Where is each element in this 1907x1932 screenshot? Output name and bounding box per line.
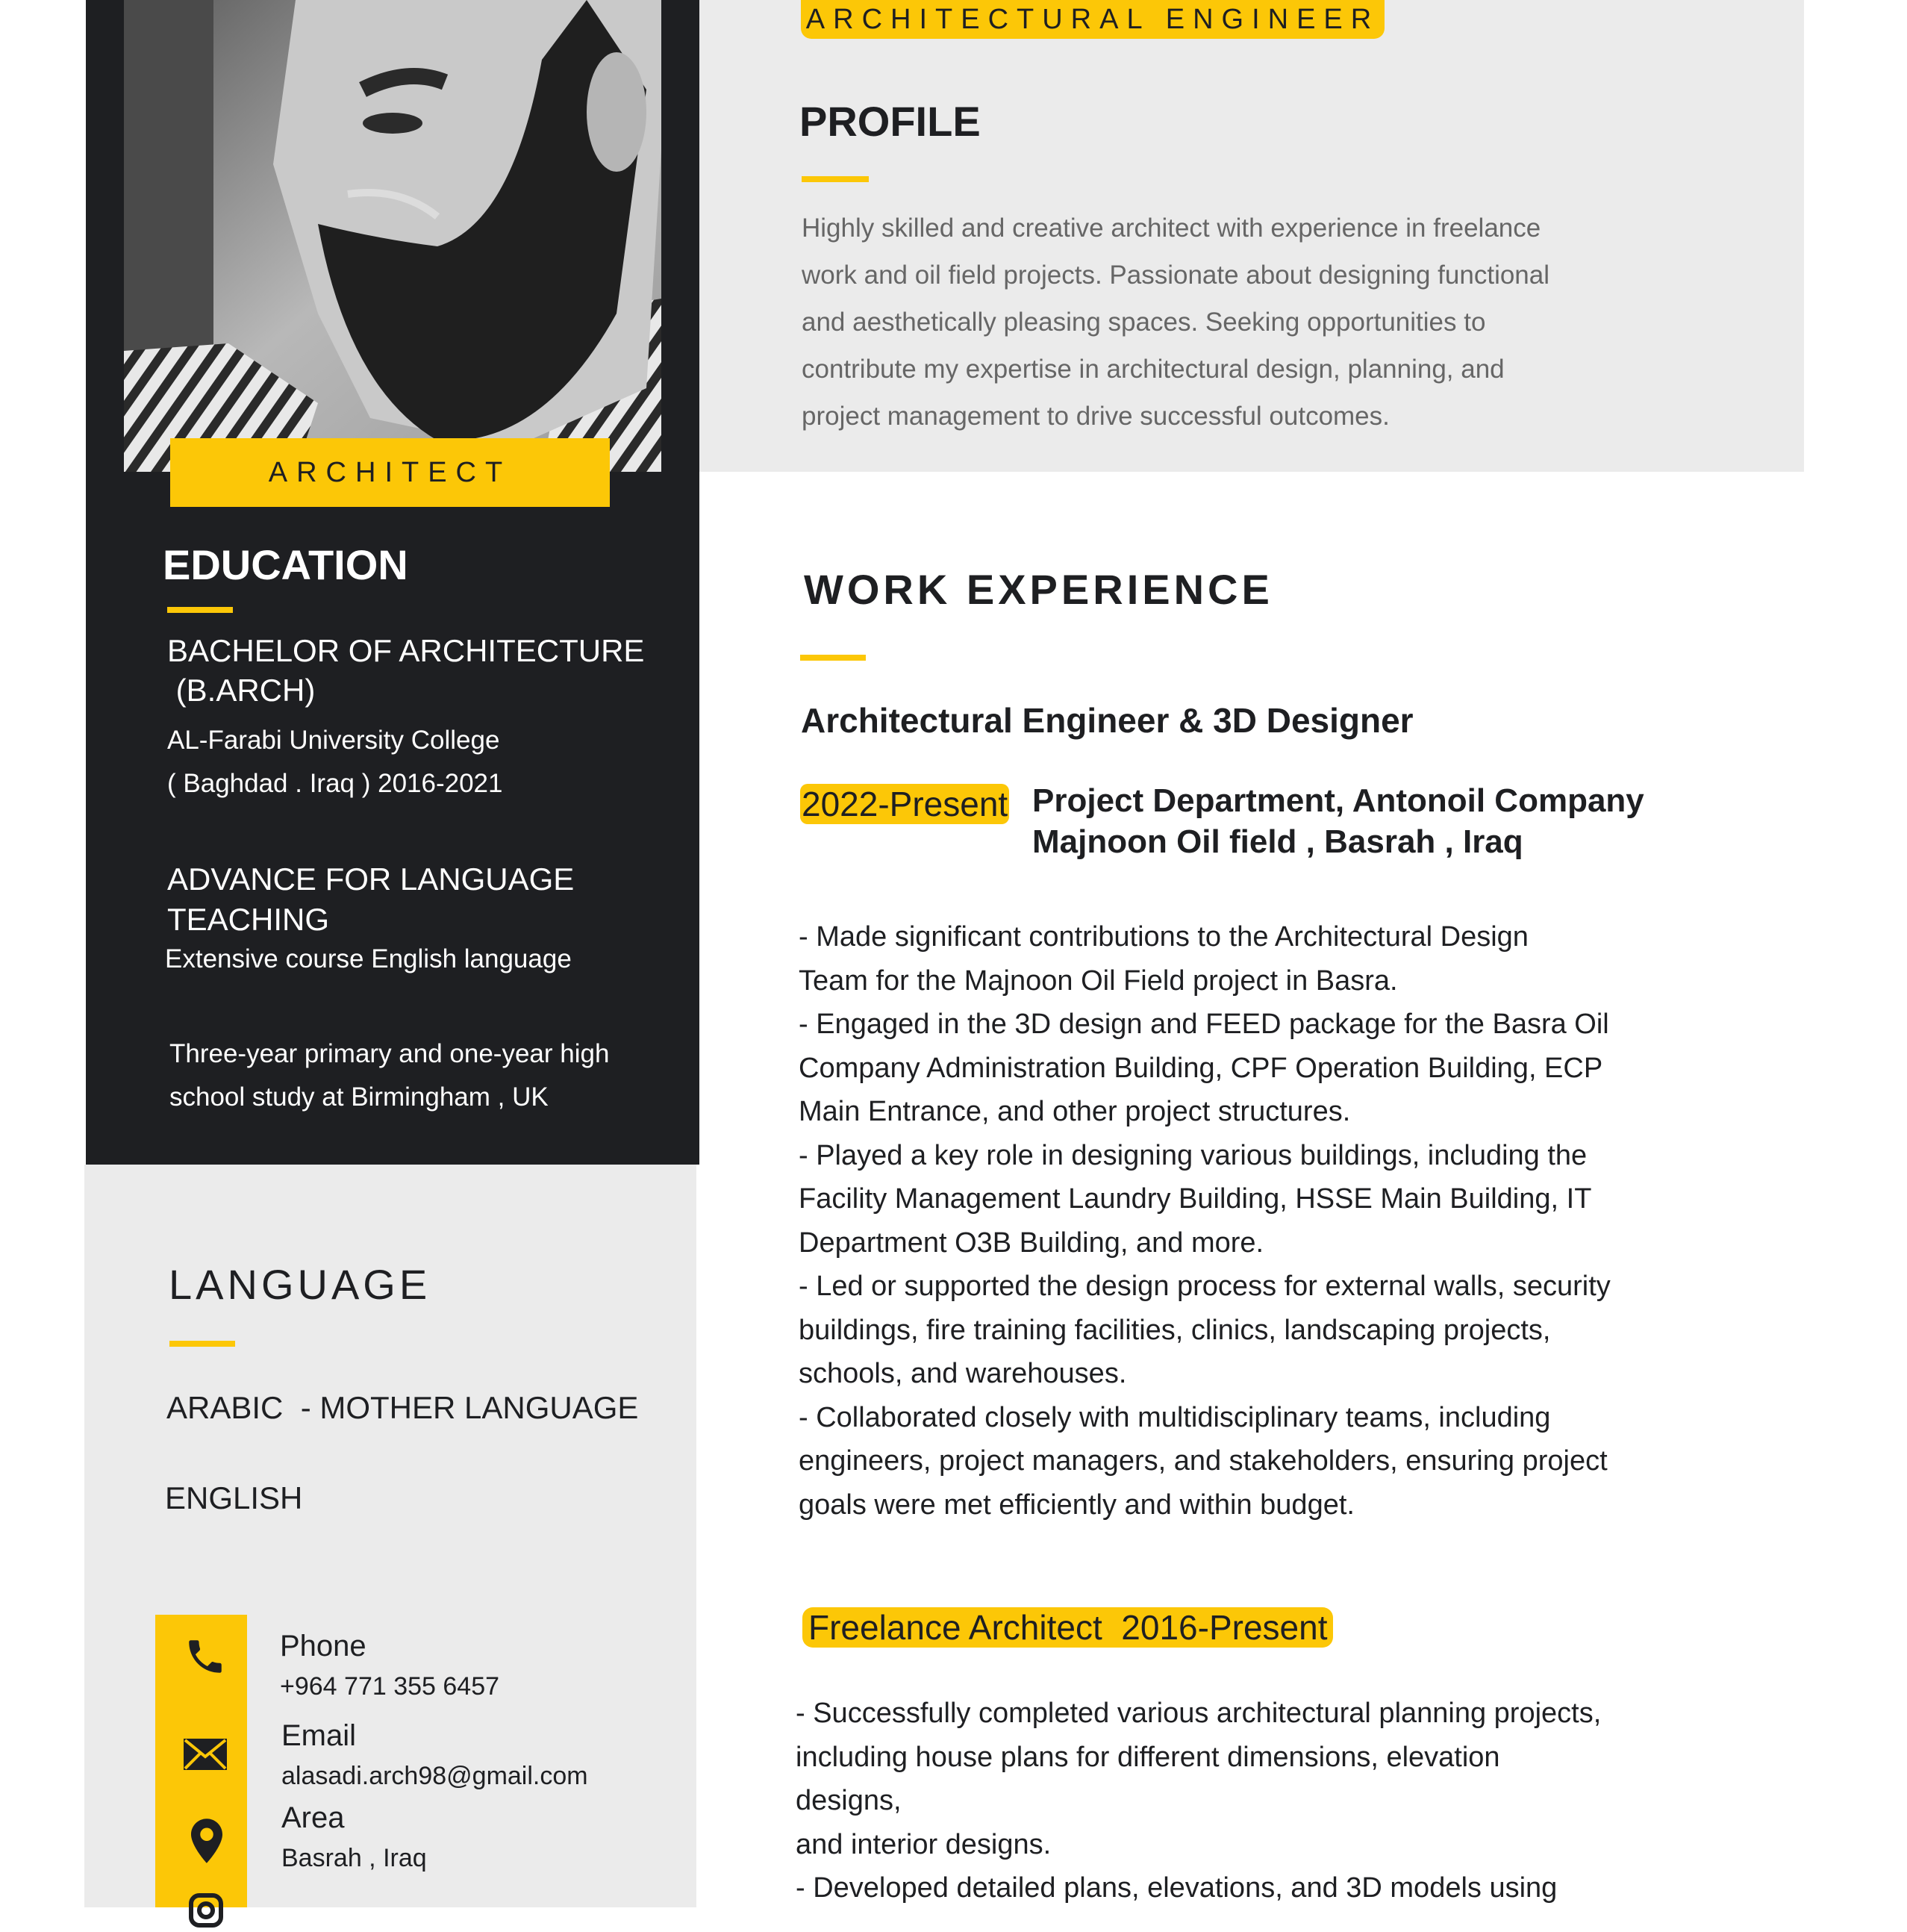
degree-title-line2: (B.ARCH) — [167, 673, 316, 708]
job1-line: Team for the Majnoon Oil Field project in Basra. — [799, 965, 1398, 997]
job1-line: engineers, project managers, and stakeholders, ensuring project — [799, 1445, 1608, 1477]
course-subtitle: Extensive course English language — [165, 944, 572, 973]
school-name: AL-Farabi University College — [167, 726, 500, 755]
email-value[interactable]: alasadi.arch98@gmail.com — [281, 1762, 588, 1790]
location-icon — [191, 1819, 222, 1867]
school-note-line2: school study at Birmingham , UK — [169, 1082, 549, 1112]
school-location: ( Baghdad . Iraq ) 2016-2021 — [167, 769, 503, 798]
job2-line: and interior designs. — [796, 1828, 1052, 1860]
job1-period: 2022-Present — [802, 785, 1008, 823]
language-heading: LANGUAGE — [169, 1261, 431, 1308]
job1-employer-line2: Majnoon Oil field , Basrah , Iraq — [1032, 823, 1523, 860]
course-title-line1: ADVANCE FOR LANGUAGE — [167, 861, 575, 897]
education-accent — [167, 607, 233, 613]
job1-line: buildings, fire training facilities, clinics, landscaping projects, — [799, 1314, 1551, 1346]
role-badge — [170, 438, 610, 507]
job1-line: Main Entrance, and other project structures. — [799, 1096, 1351, 1127]
profile-photo — [124, 0, 661, 472]
top-title-badge — [801, 0, 1385, 39]
job2-line: designs, — [796, 1785, 902, 1816]
profile-line: project management to drive successful outcomes. — [802, 402, 1390, 431]
job1-title: Architectural Engineer & 3D Designer — [801, 701, 1414, 740]
job1-line: - Engaged in the 3D design and FEED package for the Basra Oil — [799, 1009, 1609, 1040]
job1-line: Facility Management Laundry Building, HSSE Main Building, IT — [799, 1183, 1592, 1215]
phone-value[interactable]: +964 771 355 6457 — [280, 1672, 500, 1701]
job1-line: Company Administration Building, CPF Operation Building, ECP — [799, 1052, 1603, 1084]
job1-description — [799, 915, 1611, 1527]
work-accent — [800, 655, 866, 661]
phone-label: Phone — [280, 1630, 366, 1663]
profile-line: Highly skilled and creative architect with experience in freelance — [802, 214, 1541, 243]
profile-line: and aesthetically pleasing spaces. Seeking opportunities to — [802, 308, 1486, 337]
work-heading: WORK EXPERIENCE — [804, 566, 1273, 613]
job1-line: - Collaborated closely with multidisciplinary teams, including — [799, 1401, 1551, 1433]
job1-line: goals were met efficiently and within budget. — [799, 1489, 1355, 1521]
job1-line: - Made significant contributions to the Architectural Design — [799, 921, 1529, 953]
job2-line: - Developed detailed plans, elevations, and 3D models using — [796, 1872, 1558, 1904]
area-value: Basrah , Iraq — [281, 1844, 427, 1872]
role-badge-label: ARCHITECT — [268, 456, 512, 488]
email-label: Email — [281, 1719, 357, 1752]
course-title-line2: TEACHING — [167, 902, 330, 937]
language-english: ENGLISH — [165, 1480, 303, 1515]
phone-icon — [184, 1635, 227, 1682]
profile-text — [802, 205, 1549, 440]
profile-line: work and oil field projects. Passionate about designing functional — [802, 261, 1550, 290]
education-heading: EDUCATION — [163, 541, 408, 588]
job1-line: Department O3B Building, and more. — [799, 1227, 1264, 1259]
job2-title: Freelance Architect 2016-Present — [802, 1607, 1333, 1648]
job1-line: - Led or supported the design process for external walls, security — [799, 1271, 1611, 1302]
job1-line: schools, and warehouses. — [799, 1358, 1127, 1389]
email-icon — [182, 1736, 228, 1777]
profile-heading: PROFILE — [799, 98, 981, 145]
profile-accent — [802, 176, 869, 182]
job2-line: including house plans for different dimensions, elevation — [796, 1741, 1500, 1773]
language-accent — [169, 1341, 235, 1347]
instagram-icon — [188, 1892, 224, 1932]
job2-description — [796, 1692, 1601, 1910]
top-title-text: ARCHITECTURAL ENGINEER — [805, 3, 1380, 35]
language-arabic: ARABIC - MOTHER LANGUAGE — [166, 1390, 639, 1425]
area-label: Area — [281, 1801, 345, 1834]
job2-line: - Successfully completed various architectural planning projects, — [796, 1698, 1602, 1729]
job1-line: - Played a key role in designing various buildings, including the — [799, 1139, 1588, 1171]
job1-employer-line1: Project Department, Antonoil Company — [1032, 782, 1644, 819]
school-note-line1: Three-year primary and one-year high — [169, 1039, 610, 1068]
degree-title-line1: BACHELOR OF ARCHITECTURE — [167, 633, 645, 668]
profile-line: contribute my expertise in architectural design, planning, and — [802, 355, 1505, 384]
